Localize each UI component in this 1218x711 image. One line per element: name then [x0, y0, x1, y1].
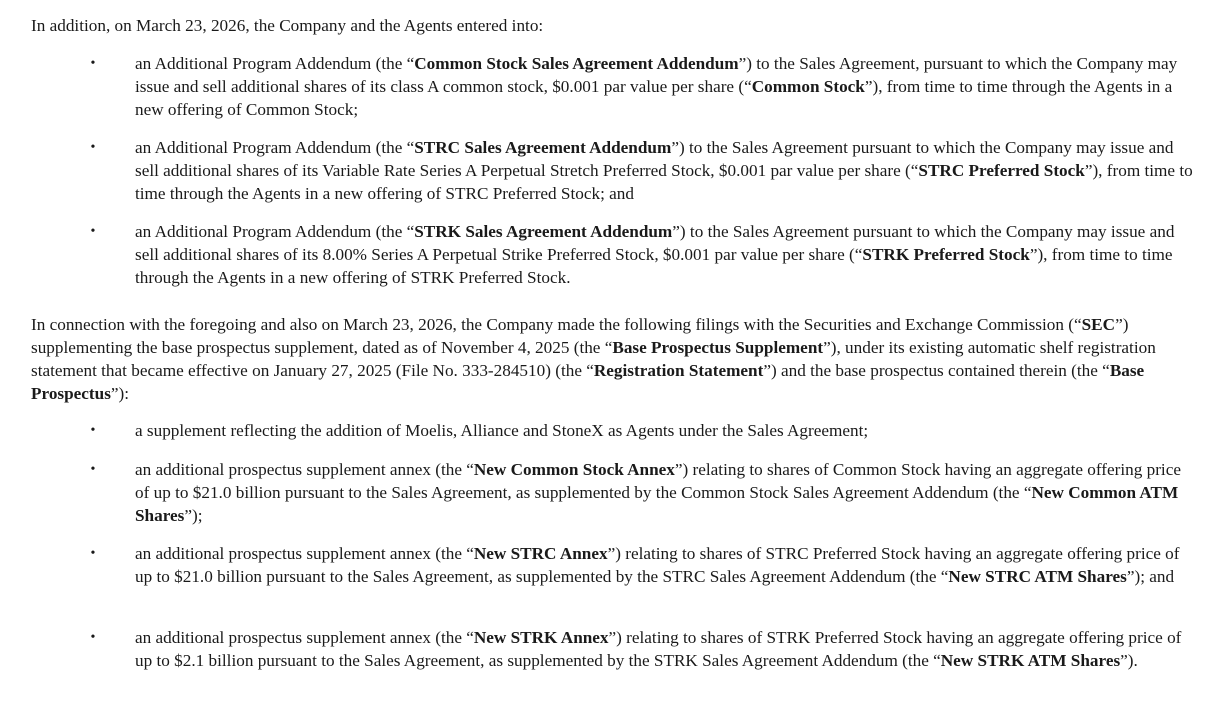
defined-term: Base Prospectus	[31, 361, 1145, 403]
bullet-text: an additional prospectus supplement annex (the “New STRK Annex”) relating to shares of STRK Preferred Stock having an aggregate offering price of up to $2.1 billion pursuant to the Sales Agreement, as supplemented by the STRK Sales Agreement Addendum (the “New STRK ATM Shares”).	[135, 628, 1182, 670]
bullet-text: an Additional Program Addendum (the “STRC Sales Agreement Addendum”) to the Sales Agreement pursuant to which the Company may issue and sell additional shares of its Variable Rate Series A Perpetual Stretch Preferred Stock, $0.001 par value per share (“STRC Preferred Stock”), from time to time through the Agents in a new offering of STRC Preferred Stock; and	[135, 138, 1193, 203]
bullet-icon: •	[90, 423, 96, 438]
bullet-text: an additional prospectus supplement annex (the “New STRC Annex”) relating to shares of STRC Preferred Stock having an aggregate offering price of up to $21.0 billion pursuant to the Sales Agreement, as supplemented by the STRC Sales Agreement Addendum (the “New STRC ATM Shares”); and	[135, 544, 1180, 586]
defined-term: SEC	[1081, 315, 1116, 334]
defined-term: STRK Sales Agreement Addendum	[414, 222, 673, 241]
defined-term: New STRC Annex	[473, 544, 608, 563]
defined-term: New STRK Annex	[473, 628, 609, 647]
defined-term: STRC Sales Agreement Addendum	[414, 138, 672, 157]
defined-term: STRK Preferred Stock	[862, 245, 1030, 264]
bullet-icon: •	[90, 546, 96, 561]
connection-paragraph: In connection with the foregoing and also on March 23, 2026, the Company made the following filings with the Securities and Exchange Commission (“SEC”) supplementing the base prospectus supplement, dated as of November 4, 2025 (the “Base Prospectus Supplement”), under its existing automatic shelf registration statement that became effective on January 27, 2025 (File No. 333-284510) (the “Registration Statement”) and the base prospectus contained therein (the “Base Prospectus”):	[31, 315, 1156, 403]
bullet-text: a supplement reflecting the addition of Moelis, Alliance and StoneX as Agents under the Sales Agreement;	[135, 421, 869, 440]
bullet-icon: •	[90, 56, 96, 71]
defined-term: Registration Statement	[593, 361, 764, 380]
bullet-text: an Additional Program Addendum (the “STRK Sales Agreement Addendum”) to the Sales Agreement pursuant to which the Company may issue and sell additional shares of its 8.00% Series A Perpetual Strike Preferred Stock, $0.001 par value per share (“STRK Preferred Stock”), from time to time through the Agents in a new offering of STRK Preferred Stock.	[135, 222, 1175, 287]
bullet-icon: •	[90, 224, 96, 239]
defined-term: Common Stock Sales Agreement Addendum	[414, 54, 739, 73]
defined-term: Common Stock	[751, 77, 865, 96]
defined-term: New Common ATM Shares	[135, 483, 1179, 525]
defined-term: Base Prospectus Supplement	[612, 338, 824, 357]
intro-paragraph: In addition, on March 23, 2026, the Company and the Agents entered into:	[31, 16, 544, 35]
bullet-text: an additional prospectus supplement annex (the “New Common Stock Annex”) relating to shares of Common Stock having an aggregate offering price of up to $21.0 billion pursuant to the Sales Agreement, as supplemented by the Common Stock Sales Agreement Addendum (the “New Common ATM Shares”);	[135, 460, 1181, 525]
defined-term: New STRC ATM Shares	[948, 567, 1127, 586]
bullet-text: an Additional Program Addendum (the “Common Stock Sales Agreement Addendum”) to the Sales Agreement, pursuant to which the Company may issue and sell additional shares of its class A common stock, $0.001 par value per share (“Common Stock”), from time to time through the Agents in a new offering of Common Stock;	[135, 54, 1178, 119]
bullet-icon: •	[90, 140, 96, 155]
bullet-icon: •	[90, 462, 96, 477]
defined-term: New Common Stock Annex	[473, 460, 675, 479]
bullet-icon: •	[90, 630, 96, 645]
defined-term: New STRK ATM Shares	[940, 651, 1121, 670]
defined-term: STRC Preferred Stock	[918, 161, 1085, 180]
